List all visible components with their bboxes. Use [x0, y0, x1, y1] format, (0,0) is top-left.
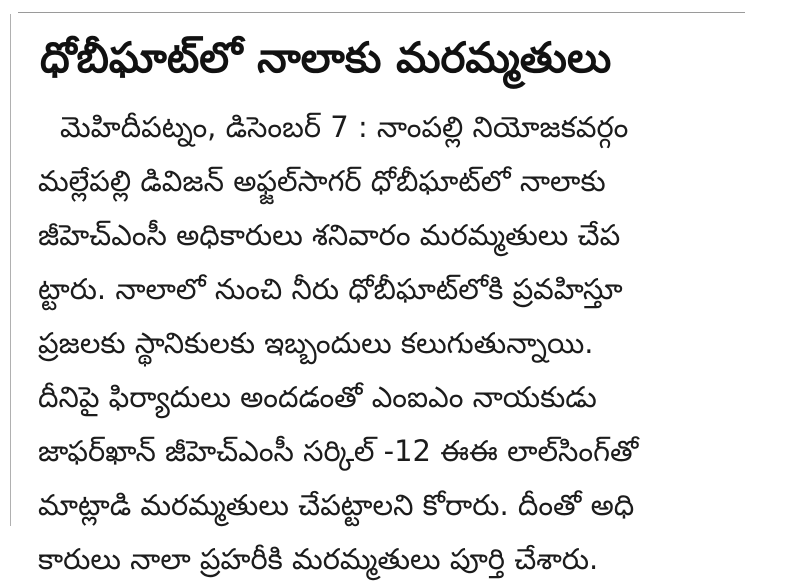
left-divider: [10, 14, 11, 526]
article-body: [38, 100, 750, 586]
top-divider: [18, 12, 745, 13]
article-line: దీనిపై ఫిర్యాదులు అందడంతో ఎంఐఎం నాయకుడు: [38, 380, 597, 414]
article-line: జీహెచ్‌ఎంసీ అధికారులు శనివారం మరమ్మతులు చేప: [38, 218, 621, 252]
article-headline: ధోబీఘాట్‌లో నాలాకు మరమ్మతులు: [40, 33, 612, 82]
article-line: కారులు నాలా ప్రహరీకి మరమ్మతులు పూర్తి చేశారు.: [38, 542, 599, 576]
article-line: జాఫర్‌ఖాన్ జీహెచ్‌ఎంసీ సర్కిల్ -12 ఈఈ లాల్‌సింగ్‌తో: [38, 434, 639, 468]
article-line: మల్లేపల్లి డివిజన్ అఫ్జల్‌సాగర్ ధోబీఘాట్‌లో నాలాకు: [38, 164, 606, 198]
article-line: మెహిదీపట్నం, డిసెంబర్ 7 : నాంపల్లి నియోజకవర్గం: [60, 110, 629, 144]
article-line: ప్రజలకు స్థానికులకు ఇబ్బందులు కలుగుతున్నాయి.: [38, 326, 594, 360]
article-line: మాట్లాడి మరమ్మతులు చేపట్టాలని కోరారు. దీంతో అధి: [38, 488, 635, 522]
article-line: ట్టారు. నాలాలో నుంచి నీరు ధోబీఘాట్‌లోకి ప్రవహిస్తూ: [38, 272, 623, 306]
